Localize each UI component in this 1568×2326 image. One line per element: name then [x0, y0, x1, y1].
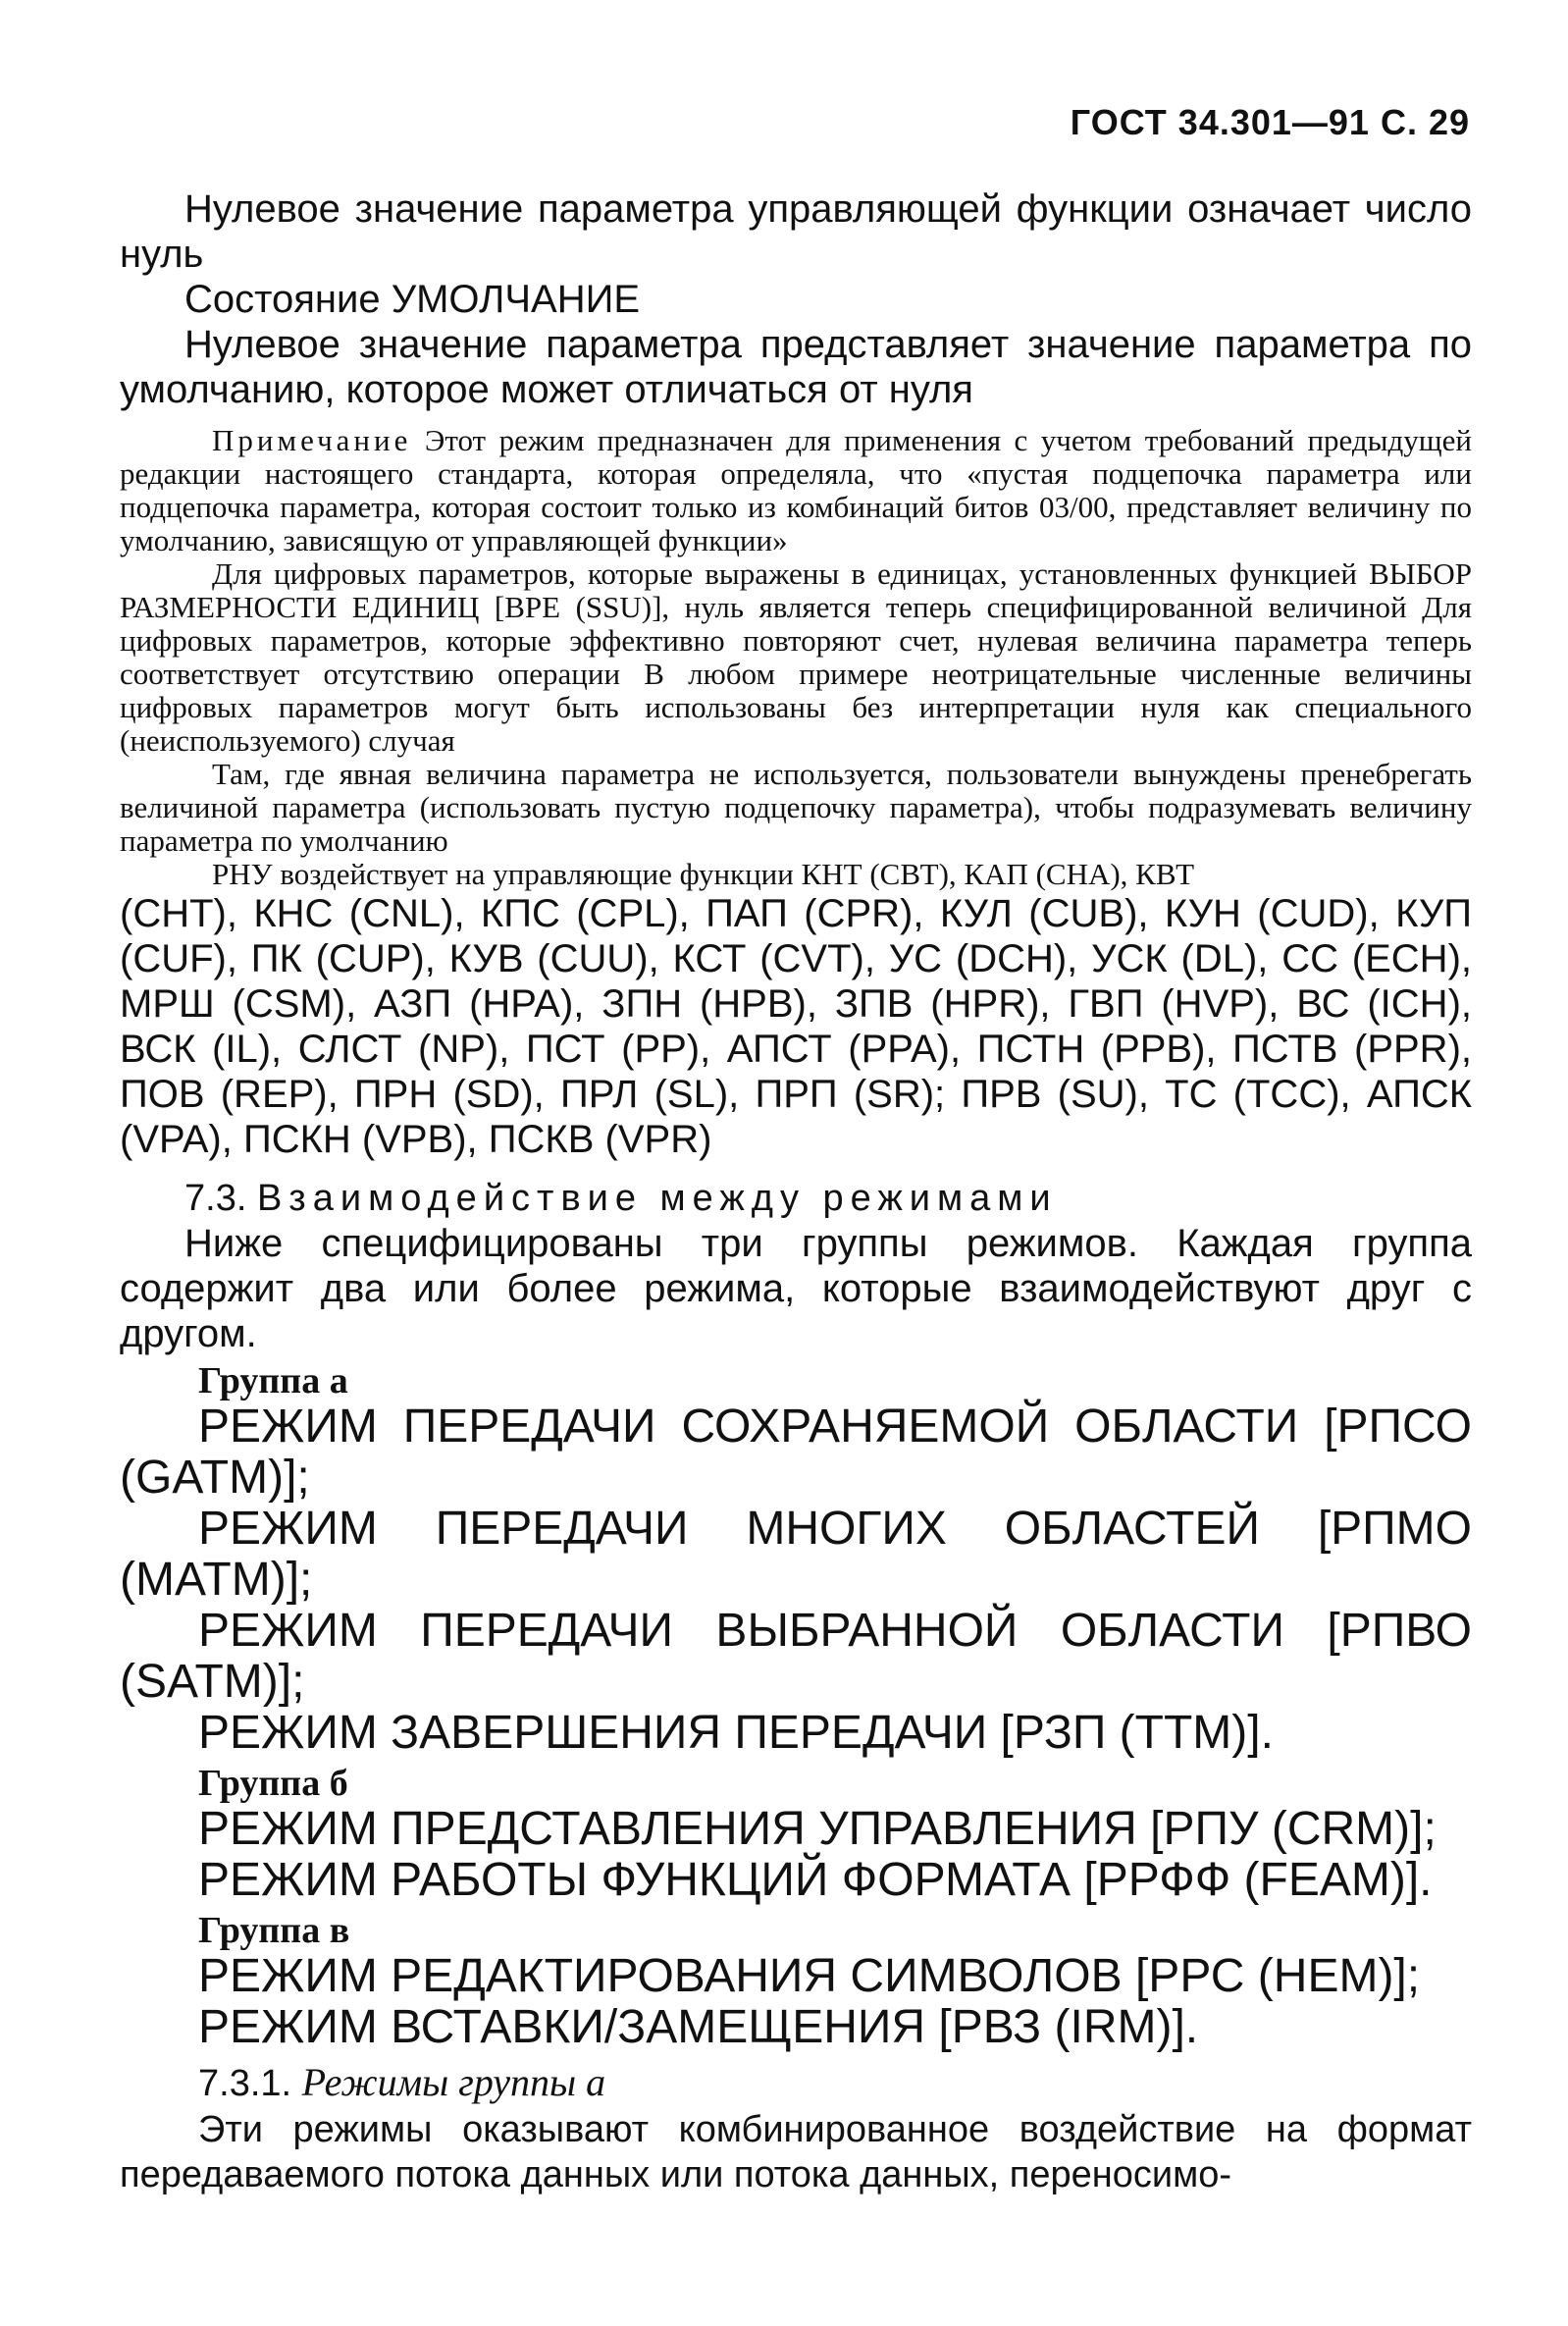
rnu-intro: РНУ воздействует на управляющие функции КНТ (СВТ), КАП (СНА), КВТ — [212, 857, 1195, 891]
mode-item: РЕЖИМ РАБОТЫ ФУНКЦИЙ ФОРМАТА [РРФФ (FEAM)]. — [198, 1854, 1433, 1906]
section-7-3-intro: Ниже специфицированы три группы режимов. Каждая группа содержит два или более режима, которые взаимодействуют друг с другом. — [120, 1222, 1472, 1355]
section-7-3-1-text: Эти режимы оказывают комбинированное воздействие на формат передаваемого потока данных или потока данных, переносимо- — [120, 2109, 1472, 2195]
rnu-function-list: (СНТ), КНС (CNL), КПС (CPL), ПАП (CPR), КУЛ (CUB), КУН (CUD), КУП (CUF), ПК (CUP), КУВ (CUU), КСТ (CVT), УС (DCH), УСК (DL), СС (ЕСН), МРШ (CSM), АЗП (НРА), ЗПН (HPB), ЗПВ (HPR), ГВП (HVP), ВС (ICH), ВСК (IL), СЛСТ (NP), ПСТ (PP), АПСТ (PPA), ПСТН (PPB), ПСТВ (PPR), ПОВ (REP), ПРН (SD), ПРЛ (SL), ПРП (SR); ПРВ (SU), ТС (TCC), АПСК (VPA), ПСКН (VPB), ПСКВ (VPR) — [120, 892, 1472, 1161]
section-number: 7.3. — [184, 1178, 247, 1219]
mode-item: РЕЖИМ ПЕРЕДАЧИ МНОГИХ ОБЛАСТЕЙ [РПМО (MATM)]; — [120, 1503, 1472, 1606]
mode-item: РЕЖИМ ВСТАВКИ/ЗАМЕЩЕНИЯ [РВЗ (IRM)]. — [198, 2001, 1199, 2053]
mode-item: РЕЖИМ ПРЕДСТАВЛЕНИЯ УПРАВЛЕНИЯ [РПУ (CRM)]; — [198, 1803, 1437, 1855]
section-7-3-1-heading — [120, 2059, 1472, 2107]
note-label: Примечание — [212, 423, 412, 457]
paragraph-default-value: Нулевое значение параметра представляет значение параметра по умолчанию, которое может отличаться от нуля — [120, 323, 1472, 411]
group-a-label: Группа а — [198, 1360, 348, 1401]
section-title: Взаимодействие между режимами — [256, 1178, 1058, 1219]
note-paragraph — [120, 424, 1472, 557]
group-v-label: Группа в — [198, 1910, 350, 1951]
paragraph-default-state: Состояние УМОЛЧАНИЕ — [184, 278, 641, 321]
group-b-label: Группа б — [198, 1763, 348, 1804]
paragraph-zero-value: Нулевое значение параметра управляющей функции означает число нуль — [120, 187, 1472, 276]
mode-item: РЕЖИМ РЕДАКТИРОВАНИЯ СИМВОЛОВ [РРС (НЕМ)]; — [198, 1950, 1421, 2002]
subsection-title: Режимы группы а — [301, 2060, 606, 2104]
section-7-3-heading — [120, 1176, 1472, 1221]
mode-item: РЕЖИМ ПЕРЕДАЧИ ВЫБРАННОЙ ОБЛАСТИ [РПВО (SATM)]; — [120, 1605, 1472, 1708]
note-explicit-value: Там, где явная величина параметра не используется, пользователи вынуждены пренебрегать величиной параметра (использовать пустую подцепочку параметра), чтобы подразумевать величину параметра по умолчанию — [120, 757, 1472, 858]
page-content — [120, 186, 1472, 2197]
page-header: ГОСТ 34.301—91 С. 29 — [1070, 102, 1470, 142]
note-digital-params: Для цифровых параметров, которые выражены в единицах, установленных функцией ВЫБОР РАЗМЕРНОСТИ ЕДИНИЦ [ВРЕ (SSU)], нуль является теперь специфицированной величиной Для цифровых параметров, которые эффективно повторяют счет, нулевая величина параметра теперь соответствует отсутствию операции В любом примере неотрицательные численные величины цифровых параметров могут быть использованы без интерпретации нуля как специального (неиспользуемого) случая — [120, 556, 1472, 758]
mode-item: РЕЖИМ ПЕРЕДАЧИ СОХРАНЯЕМОЙ ОБЛАСТИ [РПСО (GATM)]; — [120, 1401, 1472, 1504]
subsection-number: 7.3.1. — [198, 2063, 292, 2104]
mode-item: РЕЖИМ ЗАВЕРШЕНИЯ ПЕРЕДАЧИ [РЗП (TTM)]. — [198, 1707, 1274, 1759]
note-text: Этот режим предназначен для применения с учетом требований предыдущей редакции настоящего стандарта, которая определяла, что «пустая подцепочка параметра или подцепочка параметра, которая состоит только из комбинаций битов 03/00, представляет величину по умолчанию, зависящую от управляющей функции» — [120, 423, 1472, 557]
